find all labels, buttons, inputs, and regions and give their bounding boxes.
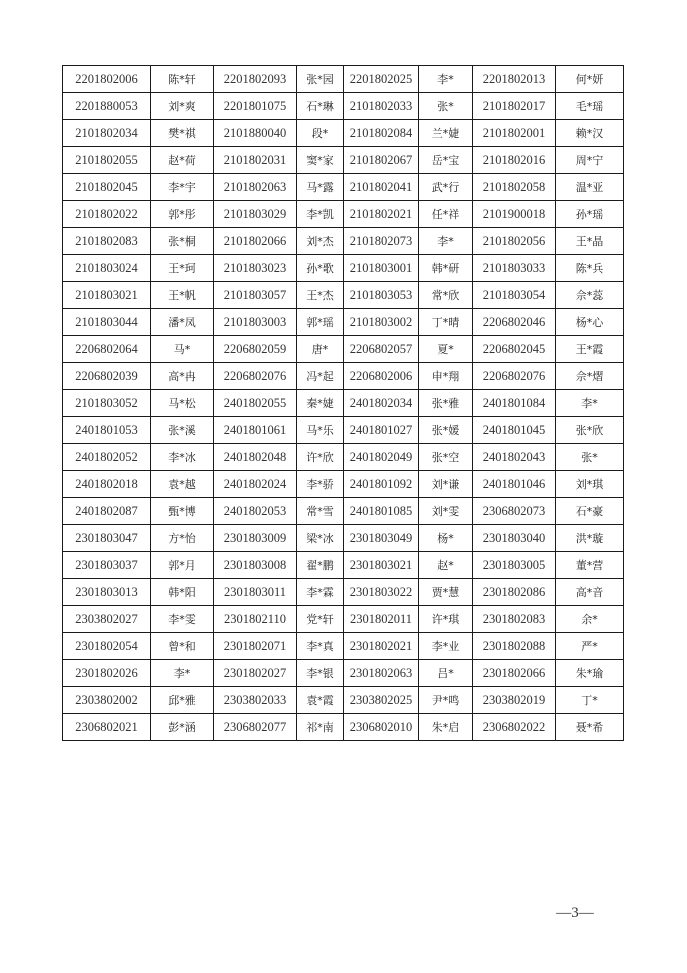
student-name-cell: 朱*瑜 bbox=[556, 660, 624, 687]
student-name-cell: 张*欣 bbox=[556, 417, 624, 444]
student-id-cell: 2306802021 bbox=[63, 714, 151, 741]
student-id-cell: 2101802083 bbox=[63, 228, 151, 255]
student-id-cell: 2101803002 bbox=[344, 309, 419, 336]
student-name-cell: 许*琪 bbox=[419, 606, 473, 633]
student-name-cell: 赵*荷 bbox=[151, 147, 214, 174]
student-id-cell: 2101802066 bbox=[214, 228, 297, 255]
student-name-cell: 段* bbox=[297, 120, 344, 147]
student-name-cell: 袁*越 bbox=[151, 471, 214, 498]
student-id-cell: 2101802021 bbox=[344, 201, 419, 228]
student-id-cell: 2401801092 bbox=[344, 471, 419, 498]
student-id-cell: 2201880053 bbox=[63, 93, 151, 120]
student-name-cell: 石*琳 bbox=[297, 93, 344, 120]
student-name-cell: 张*空 bbox=[419, 444, 473, 471]
student-id-cell: 2401802048 bbox=[214, 444, 297, 471]
student-id-cell: 2301802027 bbox=[214, 660, 297, 687]
table-row bbox=[63, 120, 624, 147]
student-name-cell: 高*音 bbox=[556, 579, 624, 606]
student-id-cell: 2206802039 bbox=[63, 363, 151, 390]
student-name-cell: 邱*雅 bbox=[151, 687, 214, 714]
student-name-cell: 祁*南 bbox=[297, 714, 344, 741]
student-name-cell: 马*乐 bbox=[297, 417, 344, 444]
student-name-cell: 窦*家 bbox=[297, 147, 344, 174]
table-row bbox=[63, 336, 624, 363]
table-row bbox=[63, 174, 624, 201]
student-id-cell: 2101900018 bbox=[473, 201, 556, 228]
student-name-cell: 孙*瑶 bbox=[556, 201, 624, 228]
table-row bbox=[63, 66, 624, 93]
student-id-cell: 2301802054 bbox=[63, 633, 151, 660]
student-id-cell: 2206802006 bbox=[344, 363, 419, 390]
student-name-cell: 刘*杰 bbox=[297, 228, 344, 255]
student-name-cell: 丁*晴 bbox=[419, 309, 473, 336]
student-name-cell: 毛*瑶 bbox=[556, 93, 624, 120]
student-name-cell: 佘*蕊 bbox=[556, 282, 624, 309]
student-name-cell: 杨*心 bbox=[556, 309, 624, 336]
student-id-cell: 2303802025 bbox=[344, 687, 419, 714]
student-id-cell: 2303802002 bbox=[63, 687, 151, 714]
student-id-cell: 2301802110 bbox=[214, 606, 297, 633]
student-name-cell: 袁*霞 bbox=[297, 687, 344, 714]
student-id-cell: 2301803021 bbox=[344, 552, 419, 579]
student-id-cell: 2306802073 bbox=[473, 498, 556, 525]
student-id-cell: 2101802001 bbox=[473, 120, 556, 147]
student-name-cell: 甄*博 bbox=[151, 498, 214, 525]
student-name-cell: 王*珂 bbox=[151, 255, 214, 282]
student-name-cell: 樊*祺 bbox=[151, 120, 214, 147]
student-id-cell: 2301803022 bbox=[344, 579, 419, 606]
student-name-cell: 任*祥 bbox=[419, 201, 473, 228]
student-name-cell: 郭*瑶 bbox=[297, 309, 344, 336]
table-row bbox=[63, 714, 624, 741]
student-id-cell: 2401801046 bbox=[473, 471, 556, 498]
student-id-cell: 2101803033 bbox=[473, 255, 556, 282]
student-id-cell: 2301802083 bbox=[473, 606, 556, 633]
student-name-cell: 许*欣 bbox=[297, 444, 344, 471]
student-id-cell: 2401801053 bbox=[63, 417, 151, 444]
table-row bbox=[63, 255, 624, 282]
student-id-cell: 2301803009 bbox=[214, 525, 297, 552]
student-id-cell: 2101880040 bbox=[214, 120, 297, 147]
table-row bbox=[63, 633, 624, 660]
student-name-cell: 吕* bbox=[419, 660, 473, 687]
student-id-cell: 2101803053 bbox=[344, 282, 419, 309]
student-id-cell: 2201802093 bbox=[214, 66, 297, 93]
table-row bbox=[63, 282, 624, 309]
table-row bbox=[63, 687, 624, 714]
table-row bbox=[63, 606, 624, 633]
student-name-cell: 李*宇 bbox=[151, 174, 214, 201]
table-row bbox=[63, 201, 624, 228]
student-id-cell: 2401802024 bbox=[214, 471, 297, 498]
student-id-cell: 2101802017 bbox=[473, 93, 556, 120]
student-id-cell: 2303802027 bbox=[63, 606, 151, 633]
student-name-cell: 曾*和 bbox=[151, 633, 214, 660]
student-name-cell: 韩*阳 bbox=[151, 579, 214, 606]
student-name-cell: 李* bbox=[419, 228, 473, 255]
student-id-cell: 2101803044 bbox=[63, 309, 151, 336]
student-id-cell: 2101802058 bbox=[473, 174, 556, 201]
student-name-cell: 洪*璇 bbox=[556, 525, 624, 552]
student-name-cell: 李* bbox=[151, 660, 214, 687]
student-id-cell: 2201801075 bbox=[214, 93, 297, 120]
student-name-cell: 张*园 bbox=[297, 66, 344, 93]
table-row bbox=[63, 444, 624, 471]
student-id-cell: 2101802067 bbox=[344, 147, 419, 174]
student-id-cell: 2301803037 bbox=[63, 552, 151, 579]
student-id-cell: 2303802019 bbox=[473, 687, 556, 714]
table-row bbox=[63, 147, 624, 174]
student-name-cell: 张*媛 bbox=[419, 417, 473, 444]
student-name-cell: 王*霞 bbox=[556, 336, 624, 363]
student-id-cell: 2301802021 bbox=[344, 633, 419, 660]
student-id-cell: 2206802076 bbox=[473, 363, 556, 390]
table-row bbox=[63, 363, 624, 390]
student-name-cell: 赵* bbox=[419, 552, 473, 579]
student-name-cell: 王*晶 bbox=[556, 228, 624, 255]
student-id-cell: 2101803057 bbox=[214, 282, 297, 309]
student-name-cell: 李*真 bbox=[297, 633, 344, 660]
student-name-cell: 刘*爽 bbox=[151, 93, 214, 120]
student-name-cell: 聂*希 bbox=[556, 714, 624, 741]
student-name-cell: 王*杰 bbox=[297, 282, 344, 309]
student-id-cell: 2101803029 bbox=[214, 201, 297, 228]
student-id-cell: 2401801045 bbox=[473, 417, 556, 444]
student-id-cell: 2101803024 bbox=[63, 255, 151, 282]
student-name-cell: 刘*谦 bbox=[419, 471, 473, 498]
student-id-cell: 2301803040 bbox=[473, 525, 556, 552]
table-row bbox=[63, 309, 624, 336]
student-id-cell: 2101802056 bbox=[473, 228, 556, 255]
student-id-cell: 2206802059 bbox=[214, 336, 297, 363]
student-id-cell: 2101802045 bbox=[63, 174, 151, 201]
student-id-cell: 2301803008 bbox=[214, 552, 297, 579]
table-body bbox=[63, 66, 624, 741]
student-id-cell: 2301802011 bbox=[344, 606, 419, 633]
student-id-cell: 2306802022 bbox=[473, 714, 556, 741]
table-row bbox=[63, 552, 624, 579]
student-id-cell: 2101802031 bbox=[214, 147, 297, 174]
student-name-cell: 何*妍 bbox=[556, 66, 624, 93]
student-id-cell: 2301803011 bbox=[214, 579, 297, 606]
student-id-cell: 2101803003 bbox=[214, 309, 297, 336]
student-name-cell: 李*凯 bbox=[297, 201, 344, 228]
student-name-cell: 方*怡 bbox=[151, 525, 214, 552]
student-id-cell: 2401802055 bbox=[214, 390, 297, 417]
student-id-cell: 2401801085 bbox=[344, 498, 419, 525]
student-name-cell: 张*溪 bbox=[151, 417, 214, 444]
student-name-cell: 翟*鹏 bbox=[297, 552, 344, 579]
student-id-cell: 2206802046 bbox=[473, 309, 556, 336]
student-name-cell: 李*雯 bbox=[151, 606, 214, 633]
student-name-cell: 石*豪 bbox=[556, 498, 624, 525]
student-id-cell: 2301802026 bbox=[63, 660, 151, 687]
table-row bbox=[63, 579, 624, 606]
student-roster-table bbox=[62, 65, 624, 741]
student-name-cell: 贾*慧 bbox=[419, 579, 473, 606]
student-id-cell: 2101803021 bbox=[63, 282, 151, 309]
student-name-cell: 尹*鸣 bbox=[419, 687, 473, 714]
student-id-cell: 2401802053 bbox=[214, 498, 297, 525]
table-row bbox=[63, 93, 624, 120]
student-name-cell: 唐* bbox=[297, 336, 344, 363]
student-name-cell: 马* bbox=[151, 336, 214, 363]
student-name-cell: 韩*研 bbox=[419, 255, 473, 282]
student-name-cell: 岳*宝 bbox=[419, 147, 473, 174]
student-name-cell: 夏* bbox=[419, 336, 473, 363]
student-id-cell: 2101803023 bbox=[214, 255, 297, 282]
student-id-cell: 2401801084 bbox=[473, 390, 556, 417]
student-id-cell: 2301802066 bbox=[473, 660, 556, 687]
student-name-cell: 郭*月 bbox=[151, 552, 214, 579]
student-id-cell: 2101802055 bbox=[63, 147, 151, 174]
student-name-cell: 申*翔 bbox=[419, 363, 473, 390]
student-id-cell: 2401802052 bbox=[63, 444, 151, 471]
student-id-cell: 2303802033 bbox=[214, 687, 297, 714]
student-name-cell: 周*宁 bbox=[556, 147, 624, 174]
student-name-cell: 温*亚 bbox=[556, 174, 624, 201]
table-row bbox=[63, 417, 624, 444]
student-id-cell: 2306802077 bbox=[214, 714, 297, 741]
student-name-cell: 冯*起 bbox=[297, 363, 344, 390]
student-id-cell: 2101802084 bbox=[344, 120, 419, 147]
student-name-cell: 常*欣 bbox=[419, 282, 473, 309]
student-name-cell: 刘*雯 bbox=[419, 498, 473, 525]
student-name-cell: 陈*兵 bbox=[556, 255, 624, 282]
student-name-cell: 陈*轩 bbox=[151, 66, 214, 93]
student-name-cell: 梁*冰 bbox=[297, 525, 344, 552]
student-name-cell: 马*露 bbox=[297, 174, 344, 201]
student-name-cell: 李*业 bbox=[419, 633, 473, 660]
student-name-cell: 张*桐 bbox=[151, 228, 214, 255]
student-id-cell: 2101802063 bbox=[214, 174, 297, 201]
student-id-cell: 2206802057 bbox=[344, 336, 419, 363]
student-name-cell: 丁* bbox=[556, 687, 624, 714]
student-name-cell: 郭*彤 bbox=[151, 201, 214, 228]
student-name-cell: 朱*启 bbox=[419, 714, 473, 741]
student-id-cell: 2301803049 bbox=[344, 525, 419, 552]
student-id-cell: 2101803001 bbox=[344, 255, 419, 282]
student-id-cell: 2301802071 bbox=[214, 633, 297, 660]
student-name-cell: 董*营 bbox=[556, 552, 624, 579]
student-id-cell: 2301803047 bbox=[63, 525, 151, 552]
student-id-cell: 2201802025 bbox=[344, 66, 419, 93]
table-row bbox=[63, 390, 624, 417]
student-id-cell: 2206802045 bbox=[473, 336, 556, 363]
student-id-cell: 2101802016 bbox=[473, 147, 556, 174]
student-id-cell: 2401802087 bbox=[63, 498, 151, 525]
student-name-cell: 李* bbox=[556, 390, 624, 417]
student-id-cell: 2401802018 bbox=[63, 471, 151, 498]
student-id-cell: 2206802076 bbox=[214, 363, 297, 390]
student-id-cell: 2201802013 bbox=[473, 66, 556, 93]
student-name-cell: 杨* bbox=[419, 525, 473, 552]
student-name-cell: 高*冉 bbox=[151, 363, 214, 390]
student-name-cell: 张* bbox=[556, 444, 624, 471]
student-id-cell: 2401802043 bbox=[473, 444, 556, 471]
student-name-cell: 潘*凤 bbox=[151, 309, 214, 336]
student-id-cell: 2101803054 bbox=[473, 282, 556, 309]
student-id-cell: 2206802064 bbox=[63, 336, 151, 363]
student-name-cell: 武*行 bbox=[419, 174, 473, 201]
student-name-cell: 常*雪 bbox=[297, 498, 344, 525]
student-id-cell: 2101802041 bbox=[344, 174, 419, 201]
student-name-cell: 余* bbox=[556, 606, 624, 633]
student-id-cell: 2401802034 bbox=[344, 390, 419, 417]
student-id-cell: 2301802063 bbox=[344, 660, 419, 687]
student-id-cell: 2401801061 bbox=[214, 417, 297, 444]
student-id-cell: 2306802010 bbox=[344, 714, 419, 741]
student-name-cell: 党*轩 bbox=[297, 606, 344, 633]
student-name-cell: 秦*婕 bbox=[297, 390, 344, 417]
student-id-cell: 2201802006 bbox=[63, 66, 151, 93]
table-row bbox=[63, 471, 624, 498]
student-id-cell: 2101802033 bbox=[344, 93, 419, 120]
student-name-cell: 严* bbox=[556, 633, 624, 660]
table-row bbox=[63, 498, 624, 525]
student-id-cell: 2301802088 bbox=[473, 633, 556, 660]
page-number: —3— bbox=[556, 905, 594, 921]
student-name-cell: 李* bbox=[419, 66, 473, 93]
student-name-cell: 张* bbox=[419, 93, 473, 120]
student-id-cell: 2401801027 bbox=[344, 417, 419, 444]
student-name-cell: 张*雅 bbox=[419, 390, 473, 417]
student-id-cell: 2301802086 bbox=[473, 579, 556, 606]
student-name-cell: 李*骄 bbox=[297, 471, 344, 498]
student-name-cell: 赖*汉 bbox=[556, 120, 624, 147]
student-id-cell: 2301803005 bbox=[473, 552, 556, 579]
student-name-cell: 马*松 bbox=[151, 390, 214, 417]
student-name-cell: 孙*歌 bbox=[297, 255, 344, 282]
student-name-cell: 佘*熠 bbox=[556, 363, 624, 390]
student-name-cell: 李*银 bbox=[297, 660, 344, 687]
student-id-cell: 2101802022 bbox=[63, 201, 151, 228]
student-name-cell: 刘*琪 bbox=[556, 471, 624, 498]
student-id-cell: 2101803052 bbox=[63, 390, 151, 417]
table-row bbox=[63, 660, 624, 687]
student-id-cell: 2101802073 bbox=[344, 228, 419, 255]
student-name-cell: 李*霖 bbox=[297, 579, 344, 606]
student-name-cell: 兰*婕 bbox=[419, 120, 473, 147]
student-id-cell: 2101802034 bbox=[63, 120, 151, 147]
student-name-cell: 李*冰 bbox=[151, 444, 214, 471]
student-name-cell: 王*帆 bbox=[151, 282, 214, 309]
student-name-cell: 彭*涵 bbox=[151, 714, 214, 741]
student-id-cell: 2301803013 bbox=[63, 579, 151, 606]
table-row bbox=[63, 525, 624, 552]
table-row bbox=[63, 228, 624, 255]
student-id-cell: 2401802049 bbox=[344, 444, 419, 471]
